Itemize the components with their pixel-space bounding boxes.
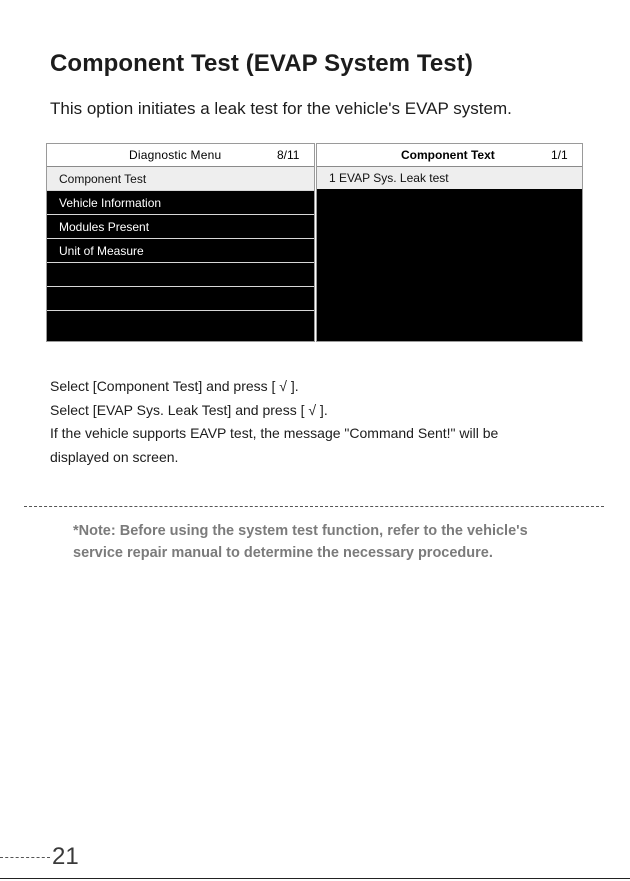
note-line: *Note: Before using the system test function, refer to the vehicle's: [73, 523, 528, 539]
menu-item-vehicle-information[interactable]: Vehicle Information: [47, 191, 314, 215]
menu-item-empty: [47, 287, 314, 311]
menu-item-modules-present[interactable]: Modules Present: [47, 215, 314, 239]
note-line: service repair manual to determine the necessary procedure.: [73, 545, 493, 561]
component-text-title: Component Text: [401, 148, 495, 162]
page-number: 21: [52, 843, 79, 870]
bottom-rule: [0, 878, 630, 879]
page-number-dashes: [0, 857, 50, 858]
diagnostic-menu-list: [47, 167, 314, 335]
diagnostic-menu-count: 8/11: [277, 148, 300, 162]
component-item-evap-leak-test[interactable]: 1 EVAP Sys. Leak test: [317, 167, 582, 189]
menu-item-unit-of-measure[interactable]: Unit of Measure: [47, 239, 314, 263]
component-text-header: [317, 144, 582, 167]
diagnostic-menu-header: [47, 144, 314, 167]
component-text-count: 1/1: [551, 148, 568, 162]
step-line: Select [Component Test] and press [ √ ].: [50, 378, 299, 394]
instruction-steps: [50, 375, 590, 469]
menu-item-component-test[interactable]: Component Test: [47, 167, 314, 191]
intro-text: This option initiates a leak test for the vehicle's EVAP system.: [50, 99, 512, 118]
diagnostic-menu-title: Diagnostic Menu: [129, 148, 222, 162]
menu-item-empty: [47, 311, 314, 335]
component-text-screen: [316, 143, 583, 342]
step-line: Select [EVAP Sys. Leak Test] and press [ √ ].: [50, 401, 328, 418]
step-line: displayed on screen.: [50, 448, 179, 465]
menu-item-empty: [47, 263, 314, 287]
step-line: If the vehicle supports EAVP test, the message "Command Sent!" will be: [50, 425, 499, 441]
note-text: [73, 520, 593, 564]
diagnostic-menu-screen: [46, 143, 315, 342]
page-title: Component Test (EVAP System Test): [50, 50, 473, 77]
section-divider: [24, 506, 604, 507]
